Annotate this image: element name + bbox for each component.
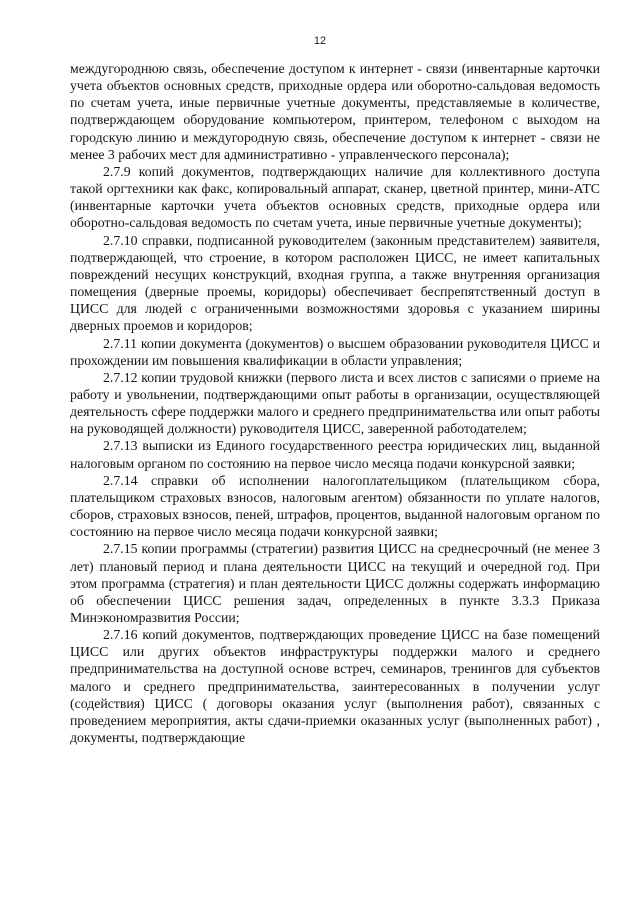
paragraph-2-7-11: 2.7.11 копии документа (документов) о высшем образовании руководителя ЦИСС и прохождении им повышения квалификации в области управления;: [70, 335, 600, 368]
paragraph-2-7-13: 2.7.13 выписки из Единого государственного реестра юридических лиц, выданной налоговым органом по состоянию на первое число месяца подачи конкурсной заявки;: [70, 438, 600, 471]
paragraph-2-7-15: 2.7.15 копии программы (стратегии) развития ЦИСС на среднесрочный (не менее 3 лет) плановый период и плана деятельности ЦИСС на текущий и очередной год. При этом программа (стратегия) и план деятельности ЦИСС должны содержать информацию об обеспечении ЦИСС решения задач, определенных в пункте 3.3.3 Приказа Минэкономразвития России;: [70, 541, 600, 625]
paragraph-2-7-10: 2.7.10 справки, подписанной руководителем (законным представителем) заявителя, подтверждающей, что строение, в котором расположен ЦИСС, не имеет капитальных повреждений несущих конструкций, входная группа, а также внутренняя организация помещения (дверные проемы, коридоры) обеспечивает беспрепятственный доступ в ЦИСС для людей с ограниченными возможностями здоровья с указанием ширины дверных проемов и коридоров;: [70, 232, 600, 334]
document-body: [70, 60, 600, 746]
paragraph-continuation: междугороднюю связь, обеспечение доступом к интернет - связи (инвентарные карточки учета объектов основных средств, приходные ордера или оборотно-сальдовая ведомость по счетам учета, иные первичные учетные документы, представляемые в количестве, подтверждающем оборудование компьютером, принтером, телефоном с выходом на городскую линию и междугородную связь, обеспечение доступом к интернет - связи не менее 3 рабочих мест для административно - управленческого персонала);: [70, 61, 600, 162]
paragraph-2-7-16: 2.7.16 копий документов, подтверждающих проведение ЦИСС на базе помещений ЦИСС или других объектов инфраструктуры поддержки малого и среднего предпринимательства на доступной основе встреч, семинаров, тренингов для субъектов малого и среднего предпринимательства, заинтересованных в получении услуг (содействия) ЦИСС ( договоры оказания услуг (выполнения работ), связанных с проведением мероприятия, акты сдачи-приемки оказанных услуг (выполненных работ) , документы, подтверждающие: [70, 627, 600, 746]
paragraph-2-7-9: 2.7.9 копий документов, подтверждающих наличие для коллективного доступа такой оргтехники как факс, копировальный аппарат, сканер, цветной принтер, мини-АТС (инвентарные карточки учета объектов основных средств, приходные ордера или оборотно-сальдовая ведомость по счетам учета, иные первичные учетные документы);: [70, 163, 600, 231]
paragraph-2-7-14: 2.7.14 справки об исполнении налогоплательщиком (плательщиком сбора, плательщиком страховых взносов, налоговым агентом) обязанности по уплате налогов, сборов, страховых взносов, пеней, штрафов, процентов, выданной налоговым органом по состоянию на первое число месяца подачи конкурсной заявки;: [70, 472, 600, 540]
page-number: 12: [313, 35, 327, 47]
paragraph-2-7-12: 2.7.12 копии трудовой книжки (первого листа и всех листов с записями о приеме на работу и увольнении, подтверждающими опыт работы в организации, осуществляющей деятельность сфере поддержки малого и среднего предпринимательства или опыт работы на руководящей должности) руководителя ЦИСС, заверенной работодателем;: [70, 369, 600, 437]
